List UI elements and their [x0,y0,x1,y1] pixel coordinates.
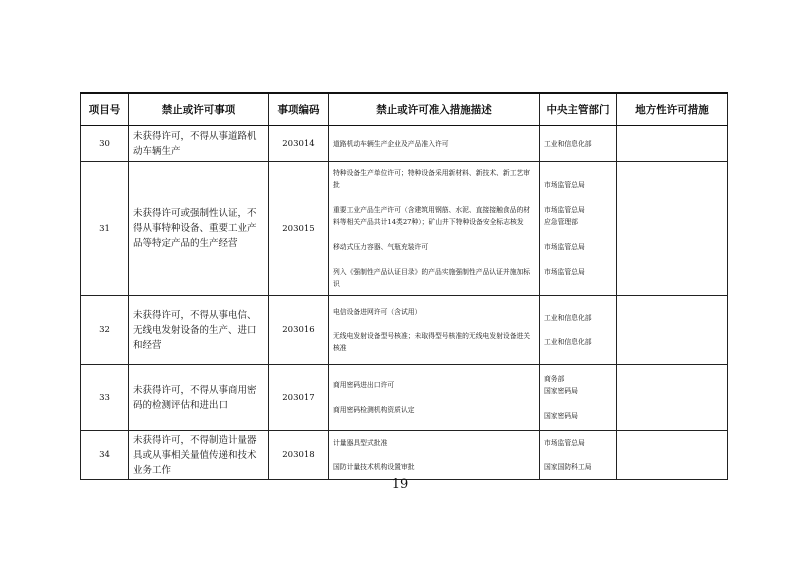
dept-cell [540,126,617,162]
matter-text: 未获得许可或强制性认证，不得从事特种设备、重要工业产品等特定产品的生产经营 [129,162,269,296]
table-row [81,431,728,480]
dept-text: 市场监管总局 [544,439,585,447]
matter-text: 未获得许可，不得制造计量器具或从事相关量值传递和技术业务工作 [129,431,269,480]
measure-cell [329,162,540,296]
item-number: 34 [81,431,129,480]
local-measure-cell [617,162,728,296]
dept-text: 国家国防科工局 [544,463,592,471]
measure-text: 重要工业产品生产许可（含建筑用钢筋、水泥、直接接触食品的材料等相关产品共计14类27种）；矿山井下特种设备安全标志核发 [333,206,531,226]
table-row [81,162,728,296]
matter-text: 未获得许可，不得从事电信、无线电发射设备的生产、进口和经营 [129,296,269,365]
table-row [81,296,728,365]
header-local-measures: 地方性许可措施 [617,93,728,126]
dept-text: 商务部 [544,375,565,383]
dept-text: 国家密码局 [544,412,578,420]
dept-text: 工业和信息化部 [544,139,592,148]
measure-text: 计量器具型式批准 [333,439,388,447]
matter-text: 未获得许可，不得从事商用密码的检测评估和进出口 [129,365,269,431]
item-number: 31 [81,162,129,296]
measure-text: 移动式压力容器、气瓶充装许可 [333,243,429,251]
dept-cell [540,162,617,296]
table-row [81,126,728,162]
matter-code: 203017 [269,365,329,431]
matter-code: 203014 [269,126,329,162]
matter-text: 未获得许可，不得从事道路机动车辆生产 [129,126,269,162]
header-code: 事项编码 [269,93,329,126]
measure-text: 商用密码检测机构资质认定 [333,406,415,414]
measure-cell [329,365,540,431]
dept-cell [540,365,617,431]
measure-text: 无线电发射设备型号核准；未取得型号核准的无线电发射设备进关核准 [333,332,531,352]
measure-cell [329,296,540,365]
measure-cell [329,126,540,162]
local-measure-cell [617,296,728,365]
measure-text: 国防计量技术机构设置审批 [333,463,415,471]
header-central-dept: 中央主管部门 [540,93,617,126]
measure-text: 商用密码进出口许可 [333,381,395,389]
dept-text: 国家密码局 [544,387,578,395]
measure-text: 电信设备进网许可（含试用） [333,308,422,316]
dept-text: 市场监管总局 [544,268,585,276]
measure-text: 道路机动车辆生产企业及产品准入许可 [333,139,449,148]
header-matter: 禁止或许可事项 [129,93,269,126]
negative-list-table [80,92,728,480]
dept-text: 工业和信息化部 [544,314,592,322]
measure-cell [329,431,540,480]
header-measures: 禁止或许可准入措施描述 [329,93,540,126]
measure-text: 特种设备生产单位许可；特种设备采用新材料、新技术、新工艺审批 [333,169,531,189]
dept-text: 市场监管总局 [544,206,585,214]
dept-cell [540,431,617,480]
matter-code: 203016 [269,296,329,365]
dept-text: 工业和信息化部 [544,338,592,346]
matter-code: 203015 [269,162,329,296]
dept-text: 市场监管总局 [544,243,585,251]
header-item-number: 项目号 [81,93,129,126]
measure-text: 列入《强制性产品认证目录》的产品实施强制性产品认证并施加标识 [333,268,531,288]
page-number: 19 [391,477,409,492]
local-measure-cell [617,126,728,162]
item-number: 30 [81,126,129,162]
local-measure-cell [617,431,728,480]
local-measure-cell [617,365,728,431]
dept-cell [540,296,617,365]
matter-code: 203018 [269,431,329,480]
table-row [81,365,728,431]
item-number: 33 [81,365,129,431]
dept-text: 应急管理部 [544,218,578,226]
dept-text: 市场监管总局 [544,181,585,189]
item-number: 32 [81,296,129,365]
table-header-row [81,93,728,126]
